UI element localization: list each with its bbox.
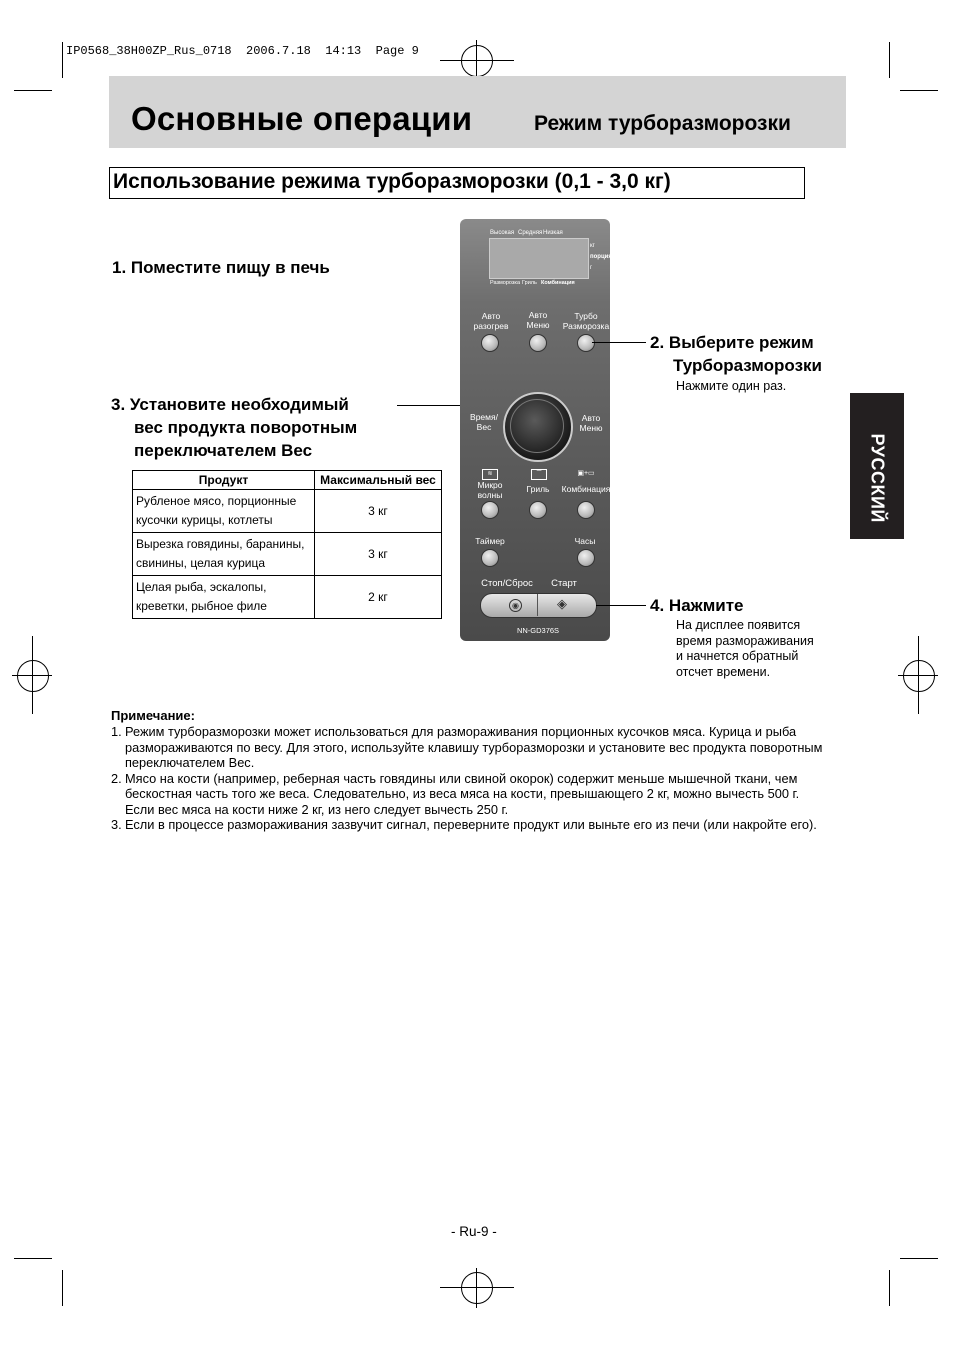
step-text: вес продукта поворотным xyxy=(134,418,358,437)
crop-mark xyxy=(62,1270,63,1306)
turbo-defrost-label xyxy=(561,312,611,331)
note-line: отсчет времени. xyxy=(676,664,771,679)
display-label-high: Высокая xyxy=(490,230,515,236)
crop-mark xyxy=(14,90,52,91)
step-number: 2. xyxy=(650,333,665,352)
print-header: IP0568_38H00ZP_Rus_0718 2006.7.18 14:13 Page 9 xyxy=(66,44,419,58)
stop-icon: ◉ xyxy=(512,601,519,610)
step-text: Турборазморозки xyxy=(673,356,822,375)
grill-icon: ▔ xyxy=(531,469,547,480)
display-label-combination: Комбинация xyxy=(541,280,575,286)
label-line: Авто xyxy=(581,413,601,423)
table-cell-weight: 3 кг xyxy=(315,490,442,533)
cell-text: Целая рыба, эскалопы, xyxy=(136,580,267,594)
table-cell-weight: 3 кг xyxy=(315,533,442,576)
label-line: Вес xyxy=(476,421,492,432)
label-line: Микро xyxy=(477,480,503,490)
page-title: Основные операции xyxy=(131,100,473,137)
stop-start-button-pad xyxy=(480,593,597,618)
step-number: 1. xyxy=(112,258,127,277)
step-text: Нажмите xyxy=(668,596,744,615)
cell-text: Вырезка говядины, баранины, xyxy=(136,537,305,551)
step-text: Поместите пищу в печь xyxy=(130,258,330,277)
auto-heat-button[interactable] xyxy=(481,334,499,352)
item-number: 1. xyxy=(111,724,122,739)
label-line: волны xyxy=(477,489,503,500)
start-label: Старт xyxy=(551,578,577,589)
combination-label: Комбинация xyxy=(561,484,611,494)
display-label-portion: порция xyxy=(590,254,612,260)
cell-text: креветки, рыбное филе xyxy=(136,599,267,613)
grill-button[interactable] xyxy=(529,501,547,519)
step-2 xyxy=(650,331,822,377)
stop-reset-label: Стоп/Сброс xyxy=(481,578,533,589)
table-cell-product xyxy=(133,533,315,576)
weight-table xyxy=(132,470,442,619)
item-text: Мясо на кости (например, реберная часть говядины или свиной окорок) содержит меньше мышечной ткани, чем бескостная часть того же веса. Следовательно, из веса мяса на кости, превышающего 2 кг, можно вычесть 500 г. Если вес мяса на кости ниже 2 кг, из него следует вычесть 250 г. xyxy=(125,770,800,817)
item-text: Если в процессе размораживания зазвучит сигнал, переверните продукт или выньте его из печи (или накройте его). xyxy=(125,817,817,832)
step-3 xyxy=(111,393,357,462)
model-number: NN-GD376S xyxy=(516,626,560,635)
display-label-kg: кг xyxy=(590,243,595,249)
leader-line xyxy=(596,605,646,606)
auto-menu-button[interactable] xyxy=(529,334,547,352)
page-subtitle: Режим турборазморозки xyxy=(534,112,791,135)
page-number: - Ru-9 - xyxy=(451,1224,497,1239)
step-text: Установите необходимый xyxy=(129,395,349,414)
crop-mark xyxy=(14,1258,52,1259)
auto-menu-label xyxy=(520,311,556,330)
turbo-defrost-button[interactable] xyxy=(577,334,595,352)
list-item xyxy=(111,771,831,818)
cell-text: свинины, целая курица xyxy=(136,556,266,570)
crop-mark xyxy=(900,1258,938,1259)
display-label-medium: Средняя xyxy=(518,230,543,236)
stop-reset-button[interactable] xyxy=(509,599,522,612)
step-4-note xyxy=(676,618,814,680)
item-number: 3. xyxy=(111,817,122,832)
start-button[interactable] xyxy=(555,597,569,611)
timer-button[interactable] xyxy=(481,549,499,567)
start-diamond-icon: ◈ xyxy=(557,596,567,611)
leader-line xyxy=(592,342,646,343)
label-line: Турбо xyxy=(574,311,598,321)
step-1 xyxy=(112,256,330,279)
timer-label: Таймер xyxy=(475,536,505,546)
label-line: Время/ xyxy=(470,412,498,422)
step-text: переключателем Вес xyxy=(134,441,313,460)
knob-auto-menu-label xyxy=(574,414,608,433)
time-weight-label xyxy=(466,413,502,432)
crop-mark xyxy=(889,1270,890,1306)
step-4 xyxy=(650,594,744,617)
note-line: На дисплее появится xyxy=(676,618,801,632)
label-line: Разморозка xyxy=(562,320,610,331)
table-row xyxy=(133,490,442,533)
step-number: 4. xyxy=(650,596,665,615)
display-label-g: г xyxy=(590,265,593,271)
auto-heat-label xyxy=(470,312,512,331)
cell-text: кусочки курицы, котлеты xyxy=(136,513,273,527)
notes-title: Примечание: xyxy=(111,708,195,723)
table-header-row xyxy=(133,471,442,490)
stop-start-divider xyxy=(537,594,538,616)
weight-dial-ring xyxy=(510,399,564,453)
label-line: Меню xyxy=(579,422,603,433)
language-tab-label: РУССКИЙ xyxy=(867,433,888,523)
clock-button[interactable] xyxy=(577,549,595,567)
step-text: Выберите режим xyxy=(668,333,814,352)
microwave-label xyxy=(470,481,510,500)
combination-button[interactable] xyxy=(577,501,595,519)
note-line: время размораживания xyxy=(676,633,814,648)
step-2-note: Нажмите один раз. xyxy=(676,379,787,393)
column-header: Максимальный вес xyxy=(315,471,442,490)
display-label-defrost: Разморозка xyxy=(490,280,521,286)
note-line: и начнется обратный xyxy=(676,649,799,663)
item-number: 2. xyxy=(111,770,122,786)
label-line: Авто xyxy=(528,310,548,320)
section-title: Использование режима турборазморозки (0,1 - 3,0 кг) xyxy=(113,170,671,193)
list-item xyxy=(111,724,831,771)
microwave-button[interactable] xyxy=(481,501,499,519)
cell-text: Рубленое мясо, порционные xyxy=(136,494,297,508)
crop-mark xyxy=(900,90,938,91)
table-cell-product xyxy=(133,576,315,619)
panel-display xyxy=(489,238,589,279)
combination-icon: ▣+▭ xyxy=(577,470,595,477)
list-item xyxy=(111,817,831,833)
step-number: 3. xyxy=(111,395,126,414)
item-text: Режим турборазморозки может использоваться для размораживания порционных кусочков мяса. Курица и рыба размораживаются по весу. Для этого, используйте клавишу турборазморозки и установите вес продукта поворотным переключателем Вес. xyxy=(125,724,823,770)
label-line: Меню xyxy=(526,319,550,330)
label-line: разогрев xyxy=(473,320,509,331)
table-cell-weight: 2 кг xyxy=(315,576,442,619)
crop-mark xyxy=(62,42,63,78)
grill-label: Гриль xyxy=(526,484,550,494)
crop-mark xyxy=(889,42,890,78)
microwave-icon: ≋ xyxy=(482,469,498,480)
column-header: Продукт xyxy=(133,471,315,490)
label-line: Авто xyxy=(481,311,501,321)
clock-label: Часы xyxy=(574,536,596,546)
display-label-low: Низкая xyxy=(543,230,563,236)
table-row xyxy=(133,576,442,619)
notes-list xyxy=(111,724,831,833)
display-label-grill: Гриль xyxy=(522,280,537,286)
table-row xyxy=(133,533,442,576)
table-cell-product xyxy=(133,490,315,533)
